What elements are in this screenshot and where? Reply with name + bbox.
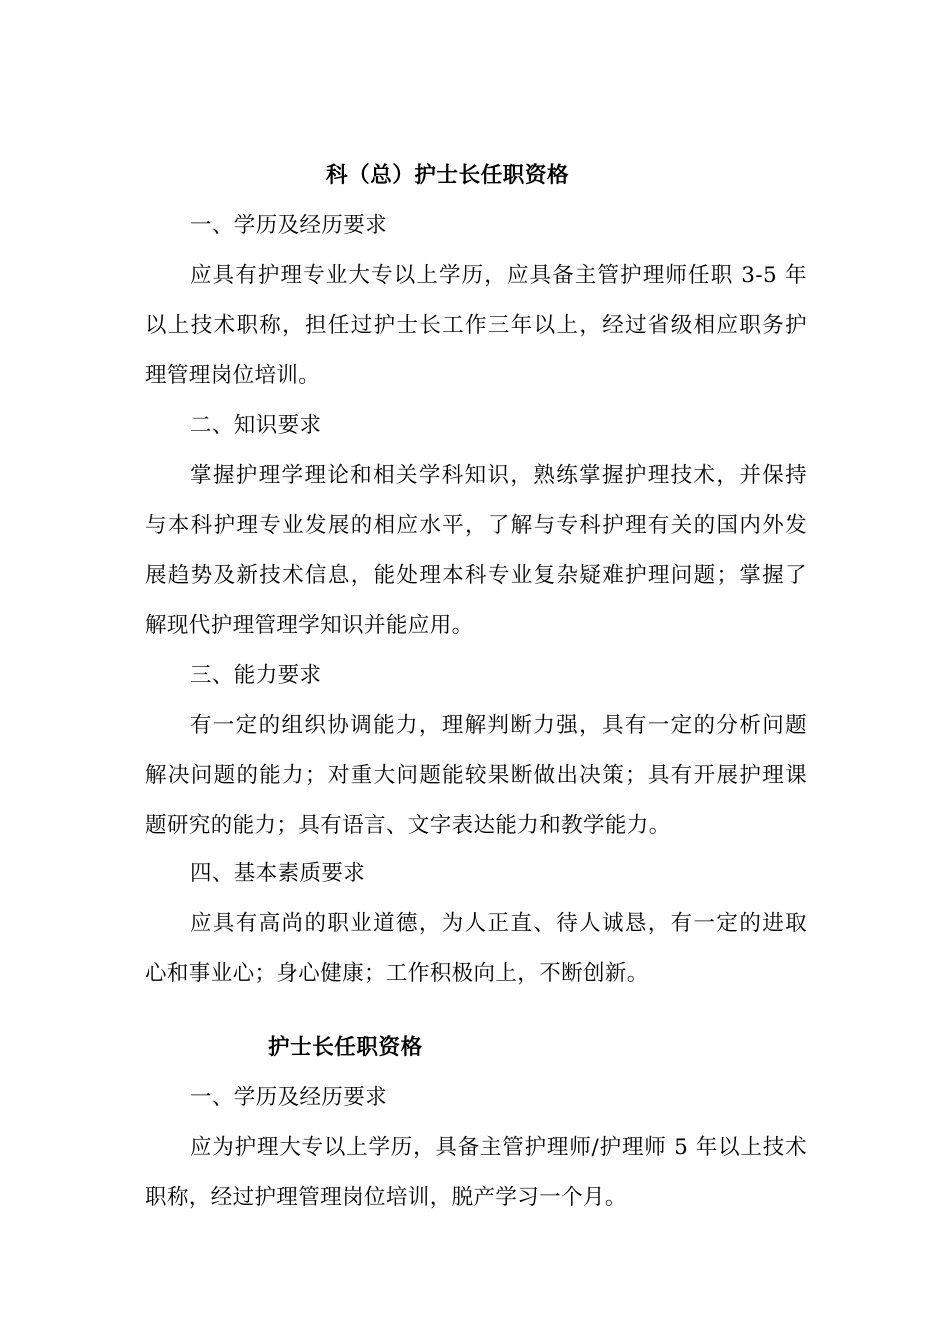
section1-heading-education: 一、学历及经历要求: [190, 213, 388, 238]
section1-knowledge-line-3: 展趋势及新技术信息，能处理本科专业复杂疑难护理问题；掌握了: [145, 563, 807, 588]
section1-knowledge-line-4: 解现代护理管理学知识并能应用。: [145, 613, 474, 638]
section2-education-line-2: 职称，经过护理管理岗位培训，脱产学习一个月。: [145, 1185, 627, 1210]
section1-education-line-3: 理管理岗位培训。: [145, 363, 321, 388]
section2-education-line-1: 应为护理大专以上学历，具备主管护理师/护理师 5 年以上技术: [190, 1135, 807, 1160]
section1-heading-quality: 四、基本素质要求: [190, 861, 366, 886]
section1-knowledge-line-1: 掌握护理学理论和相关学科知识，熟练掌握护理技术，并保持: [190, 463, 807, 488]
section2-heading-education: 一、学历及经历要求: [190, 1085, 388, 1110]
section1-education-line-1: 应具有护理专业大专以上学历，应具备主管护理师任职 3-5 年: [190, 263, 807, 288]
section1-heading-knowledge: 二、知识要求: [190, 413, 322, 438]
section1-ability-line-1: 有一定的组织协调能力，理解判断力强，具有一定的分析问题: [190, 713, 807, 738]
section1-ability-line-3: 题研究的能力；具有语言、文字表达能力和教学能力。: [145, 813, 671, 838]
section1-heading-ability: 三、能力要求: [190, 663, 322, 688]
section2-title: 护士长任职资格: [268, 1035, 423, 1060]
section1-quality-line-2: 心和事业心；身心健康；工作积极向上，不断创新。: [145, 961, 649, 986]
section1-title: 科（总）护士长任职资格: [326, 163, 570, 188]
section1-education-line-2: 以上技术职称，担任过护士长工作三年以上，经过省级相应职务护: [145, 313, 807, 338]
section1-ability-line-2: 解决问题的能力；对重大问题能较果断做出决策；具有开展护理课: [145, 763, 807, 788]
section1-quality-line-1: 应具有高尚的职业道德，为人正直、待人诚恳，有一定的进取: [190, 911, 807, 936]
section1-knowledge-line-2: 与本科护理专业发展的相应水平，了解与专科护理有关的国内外发: [145, 513, 807, 538]
